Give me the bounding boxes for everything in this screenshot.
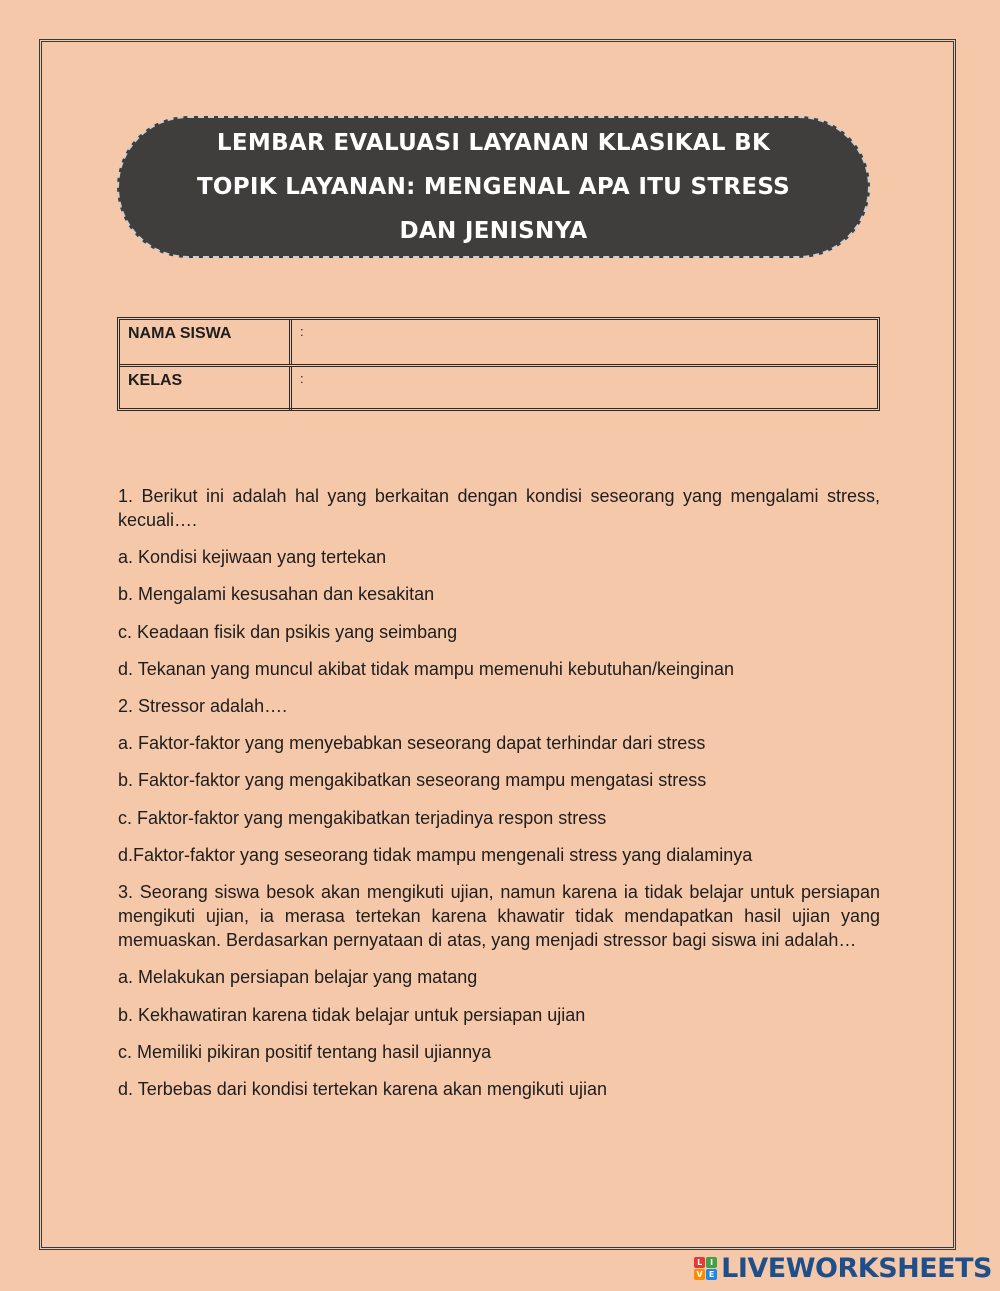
question-list bbox=[118, 484, 880, 1115]
logo-cell: V bbox=[694, 1269, 705, 1280]
title-banner bbox=[117, 116, 870, 258]
logo-cell: E bbox=[706, 1269, 717, 1280]
question-1-option-b[interactable]: b. Mengalami kesusahan dan kesakitan bbox=[118, 584, 435, 605]
question-3-text: 3. Seorang siswa besok akan mengikuti ujian, namun karena ia tidak belajar untuk persiapan mengikuti ujian, ia merasa tertekan karena khawatir tidak mendapatkan hasil ujian yang memuaskan. Berdasarkan pernyataan di atas, yang menjadi stressor bagi siswa ini adalah… bbox=[118, 882, 880, 951]
liveworksheets-logo-icon bbox=[694, 1257, 717, 1280]
question-1-option-a[interactable]: a. Kondisi kejiwaan yang tertekan bbox=[118, 547, 387, 567]
title-line-2: TOPIK LAYANAN: MENGENAL APA ITU STRESS bbox=[196, 174, 791, 200]
question-1-option-c[interactable]: c. Keadaan fisik dan psikis yang seimbang bbox=[118, 621, 458, 642]
question-1-text: 1. Berikut ini adalah hal yang berkaitan dengan kondisi seseorang yang mengalami stress, kecuali…. bbox=[118, 486, 880, 530]
name-label: NAMA SISWA bbox=[120, 320, 292, 364]
info-row-name bbox=[120, 320, 877, 364]
question-3-option-b[interactable]: b. Kekhawatiran karena tidak belajar untuk persiapan ujian bbox=[118, 1004, 586, 1025]
question-2-option-c[interactable]: c. Faktor-faktor yang mengakibatkan terjadinya respon stress bbox=[118, 807, 607, 828]
class-label: KELAS bbox=[120, 367, 292, 411]
question-3-option-d[interactable]: d. Terbebas dari kondisi tertekan karena akan mengikuti ujian bbox=[118, 1079, 607, 1100]
logo-cell: I bbox=[706, 1257, 717, 1268]
logo-cell: L bbox=[694, 1257, 705, 1268]
title-line-3: DAN JENISNYA bbox=[399, 218, 588, 244]
question-2-option-a[interactable]: a. Faktor-faktor yang menyebabkan seseorang dapat terhindar dari stress bbox=[118, 733, 706, 754]
question-2-option-b[interactable]: b. Faktor-faktor yang mengakibatkan seseorang mampu mengatasi stress bbox=[118, 770, 707, 791]
question-1-option-d[interactable]: d. Tekanan yang muncul akibat tidak mampu memenuhi kebutuhan/keinginan bbox=[118, 658, 735, 679]
title-line-1: LEMBAR EVALUASI LAYANAN KLASIKAL BK bbox=[216, 130, 771, 156]
question-3-option-c[interactable]: c. Memiliki pikiran positif tentang hasil ujiannya bbox=[118, 1041, 492, 1062]
info-row-class bbox=[120, 364, 877, 411]
name-field[interactable]: : bbox=[300, 324, 304, 339]
class-field[interactable]: : bbox=[300, 371, 304, 386]
student-info-table bbox=[117, 317, 880, 411]
question-2-option-d[interactable]: d.Faktor-faktor yang seseorang tidak mampu mengenali stress yang dialaminya bbox=[118, 845, 753, 866]
question-3-option-a[interactable]: a. Melakukan persiapan belajar yang matang bbox=[118, 967, 478, 988]
question-2-text: 2. Stressor adalah…. bbox=[118, 696, 288, 717]
liveworksheets-watermark bbox=[694, 1253, 992, 1284]
watermark-text: LIVEWORKSHEETS bbox=[721, 1253, 992, 1284]
